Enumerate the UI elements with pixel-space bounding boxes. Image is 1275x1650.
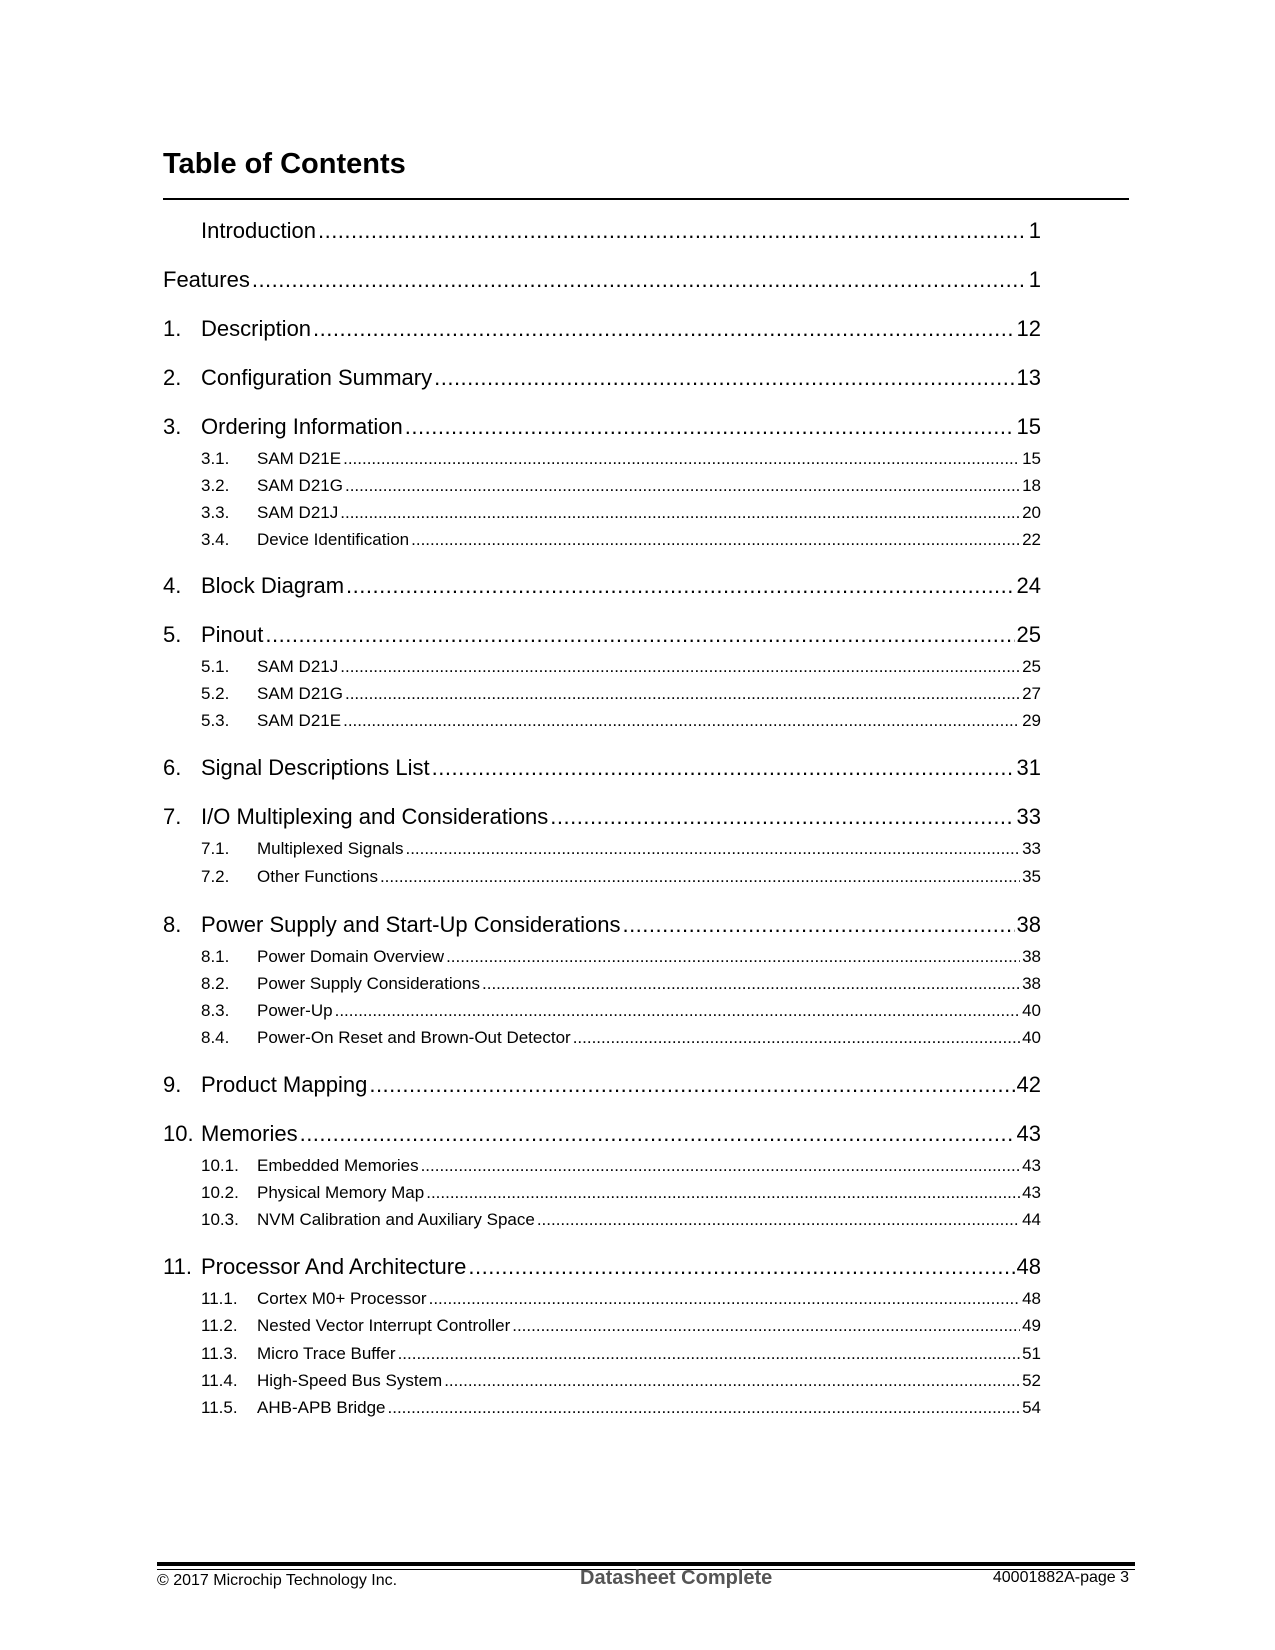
dot-leader: [369, 1070, 1014, 1100]
toc-page: 40: [1022, 1001, 1041, 1020]
toc-entry-pinout[interactable]: [163, 620, 1041, 650]
toc-page: 52: [1022, 1371, 1041, 1390]
toc-label: Introduction: [201, 218, 316, 243]
toc-page: 54: [1022, 1398, 1041, 1417]
toc-number: 5.2.: [201, 684, 230, 703]
toc-label: NVM Calibration and Auxiliary Space: [257, 1210, 535, 1229]
toc-page: 31: [1016, 755, 1041, 780]
toc-number: 5.1.: [201, 657, 230, 676]
toc-label: Pinout: [201, 622, 264, 647]
toc-page: 15: [1022, 449, 1041, 468]
toc-page: 18: [1022, 476, 1041, 495]
dot-leader: [318, 216, 1027, 246]
toc-subentry[interactable]: [163, 501, 1041, 525]
toc-entry-power-supply[interactable]: [163, 910, 1041, 940]
dot-leader: [482, 972, 1020, 996]
footer-title: Datasheet Complete: [580, 1567, 773, 1589]
toc-number: 7.1.: [201, 839, 230, 858]
toc-page: 38: [1022, 974, 1041, 993]
toc-entry-io-multiplexing[interactable]: [163, 802, 1041, 832]
dot-leader: [340, 501, 1020, 525]
toc-entry-product-mapping[interactable]: [163, 1070, 1041, 1100]
toc-number: 10.2.: [201, 1183, 239, 1202]
footer-copyright: © 2017 Microchip Technology Inc.: [157, 1572, 398, 1589]
dot-leader: [444, 1369, 1020, 1393]
dot-leader: [512, 1314, 1020, 1338]
toc-number: 5.: [163, 622, 182, 647]
toc-number: 11.4.: [201, 1371, 238, 1390]
toc-page: 48: [1016, 1254, 1041, 1279]
toc-label: Ordering Information: [201, 414, 403, 439]
toc-subentry[interactable]: [163, 1026, 1041, 1050]
toc-page: 20: [1022, 503, 1041, 522]
toc-number: 10.3.: [201, 1210, 239, 1229]
toc-label: Product Mapping: [201, 1072, 368, 1097]
toc-page: 13: [1016, 365, 1041, 390]
toc-label: AHB-APB Bridge: [257, 1398, 386, 1417]
toc-entry-memories[interactable]: [163, 1119, 1041, 1149]
toc-label: SAM D21E: [257, 711, 342, 730]
toc-label: Cortex M0+ Processor: [257, 1289, 427, 1308]
toc-label: SAM D21G: [257, 684, 343, 703]
toc-page: 1: [1028, 218, 1041, 243]
toc-label: Multiplexed Signals: [257, 839, 404, 858]
toc-entry-introduction[interactable]: [163, 216, 1041, 246]
toc-subentry[interactable]: [163, 1369, 1041, 1393]
toc-page: 42: [1016, 1072, 1041, 1097]
dot-leader: [343, 709, 1020, 733]
toc-subentry[interactable]: [163, 1181, 1041, 1205]
toc-label: I/O Multiplexing and Considerations: [201, 804, 549, 829]
toc-page: 43: [1022, 1183, 1041, 1202]
dot-leader: [622, 910, 1014, 940]
toc-number: 8.1.: [201, 947, 230, 966]
toc-number: 8.2.: [201, 974, 230, 993]
toc-page: 38: [1022, 947, 1041, 966]
toc-subentry[interactable]: [163, 945, 1041, 969]
toc-label: Power-On Reset and Brown-Out Detector: [257, 1028, 571, 1047]
toc-subentry[interactable]: [163, 999, 1041, 1023]
toc-label: Configuration Summary: [201, 365, 433, 390]
toc-page: 22: [1022, 530, 1041, 549]
title-rule: [163, 198, 1129, 200]
toc-label: Power Supply and Start-Up Considerations: [201, 912, 621, 937]
toc-entry-description[interactable]: [163, 314, 1041, 344]
toc-number: 7.2.: [201, 867, 230, 886]
toc-page: 25: [1016, 622, 1041, 647]
toc-entry-features[interactable]: [163, 265, 1041, 295]
toc-label: SAM D21E: [257, 449, 342, 468]
toc-number: 3.4.: [201, 530, 230, 549]
toc-page: 35: [1022, 867, 1041, 886]
toc-page: 29: [1022, 711, 1041, 730]
footer-rule: [157, 1562, 1135, 1566]
toc-number: 11.: [163, 1254, 192, 1279]
toc-subentry[interactable]: [163, 1287, 1041, 1311]
toc-number: 2.: [163, 365, 182, 390]
toc-page: 25: [1022, 657, 1041, 676]
dot-leader: [434, 363, 1014, 393]
toc-number: 3.1.: [201, 449, 230, 468]
toc-subentry[interactable]: [163, 1208, 1041, 1232]
toc-number: 3.: [163, 414, 182, 439]
toc-subentry[interactable]: [163, 682, 1041, 706]
toc-number: 4.: [163, 573, 182, 598]
dot-leader: [537, 1208, 1020, 1232]
toc-page: 43: [1016, 1121, 1041, 1146]
toc-subentry[interactable]: [163, 972, 1041, 996]
toc-entry-signal-descriptions[interactable]: [163, 753, 1041, 783]
toc-page: 15: [1016, 414, 1041, 439]
toc-page: 49: [1022, 1316, 1041, 1335]
toc-label: Other Functions: [257, 867, 378, 886]
toc-entry-processor[interactable]: [163, 1252, 1041, 1282]
toc-entry-ordering-information[interactable]: [163, 412, 1041, 442]
dot-leader: [343, 447, 1020, 471]
dot-leader: [252, 265, 1027, 295]
dot-leader: [550, 802, 1014, 832]
toc-subentry[interactable]: [163, 474, 1041, 498]
footer-page-id: 40001882A-page 3: [992, 1569, 1129, 1586]
toc-number: 1.: [163, 316, 182, 341]
toc-label: Micro Trace Buffer: [257, 1344, 396, 1363]
toc-label: Processor And Architecture: [201, 1254, 467, 1279]
toc-label: SAM D21J: [257, 503, 339, 522]
toc-subentry[interactable]: [163, 837, 1041, 861]
toc-number: 8.3.: [201, 1001, 230, 1020]
toc-number: 10.: [163, 1121, 194, 1146]
dot-leader: [421, 1154, 1021, 1178]
toc-number: 8.: [163, 912, 182, 937]
dot-leader: [446, 945, 1020, 969]
toc-number: 3.2.: [201, 476, 230, 495]
toc-subentry[interactable]: [163, 1154, 1041, 1178]
toc-page: 12: [1016, 316, 1041, 341]
toc-number: 10.1.: [201, 1156, 239, 1175]
toc-subentry[interactable]: [163, 447, 1041, 471]
toc-label: SAM D21J: [257, 657, 339, 676]
dot-leader: [405, 412, 1015, 442]
toc-entry-block-diagram[interactable]: [163, 571, 1041, 601]
toc-label: Embedded Memories: [257, 1156, 419, 1175]
toc-page: 48: [1022, 1289, 1041, 1308]
toc-label: Power-Up: [257, 1001, 333, 1020]
toc-number: 8.4.: [201, 1028, 230, 1047]
toc-subentry[interactable]: [163, 1342, 1041, 1366]
dot-leader: [346, 571, 1014, 601]
toc-subentry[interactable]: [163, 709, 1041, 733]
toc-subentry[interactable]: [163, 1314, 1041, 1338]
dot-leader: [398, 1342, 1021, 1366]
page-title: Table of Contents: [163, 148, 406, 180]
toc-label: SAM D21G: [257, 476, 343, 495]
toc-number: 11.2.: [201, 1316, 238, 1335]
dot-leader: [429, 1287, 1020, 1311]
toc-label: Description: [201, 316, 312, 341]
toc-number: 9.: [163, 1072, 182, 1097]
toc-label: Block Diagram: [201, 573, 345, 598]
toc-label: Nested Vector Interrupt Controller: [257, 1316, 511, 1335]
dot-leader: [345, 474, 1020, 498]
toc-page: 27: [1022, 684, 1041, 703]
toc-label: Power Domain Overview: [257, 947, 445, 966]
dot-leader: [411, 528, 1020, 552]
toc-label: Memories: [201, 1121, 298, 1146]
dot-leader: [300, 1119, 1015, 1149]
toc-subentry[interactable]: [163, 865, 1041, 889]
toc-label: Physical Memory Map: [257, 1183, 425, 1202]
toc-page: 38: [1016, 912, 1041, 937]
toc-subentry[interactable]: [163, 528, 1041, 552]
toc-page: 43: [1022, 1156, 1041, 1175]
toc-page: 40: [1022, 1028, 1041, 1047]
toc-page: 44: [1022, 1210, 1041, 1229]
toc-page: 1: [1028, 267, 1041, 292]
toc-number: 3.3.: [201, 503, 230, 522]
toc-label: Device Identification: [257, 530, 410, 549]
toc-entry-configuration-summary[interactable]: [163, 363, 1041, 393]
dot-leader: [345, 682, 1020, 706]
dot-leader: [573, 1026, 1020, 1050]
toc-number: 11.1.: [201, 1289, 238, 1308]
dot-leader: [340, 655, 1020, 679]
toc-number: 6.: [163, 755, 182, 780]
dot-leader: [265, 620, 1014, 650]
toc-label: Power Supply Considerations: [257, 974, 481, 993]
toc-label: High-Speed Bus System: [257, 1371, 443, 1390]
toc-subentry[interactable]: [163, 655, 1041, 679]
dot-leader: [426, 1181, 1020, 1205]
toc-number: 11.3.: [201, 1344, 238, 1363]
dot-leader: [313, 314, 1014, 344]
toc-number: 5.3.: [201, 711, 230, 730]
dot-leader: [432, 753, 1015, 783]
dot-leader: [388, 1396, 1021, 1420]
toc-subentry[interactable]: [163, 1396, 1041, 1420]
dot-leader: [468, 1252, 1014, 1282]
toc-page: 24: [1016, 573, 1041, 598]
dot-leader: [380, 865, 1020, 889]
dot-leader: [405, 837, 1020, 861]
dot-leader: [335, 999, 1020, 1023]
toc-page: 51: [1022, 1344, 1041, 1363]
toc-number: 7.: [163, 804, 182, 829]
toc-number: 11.5.: [201, 1398, 238, 1417]
toc-label: Signal Descriptions List: [201, 755, 430, 780]
toc-label: Features: [163, 267, 250, 292]
toc-page: 33: [1016, 804, 1041, 829]
toc-page: 33: [1022, 839, 1041, 858]
